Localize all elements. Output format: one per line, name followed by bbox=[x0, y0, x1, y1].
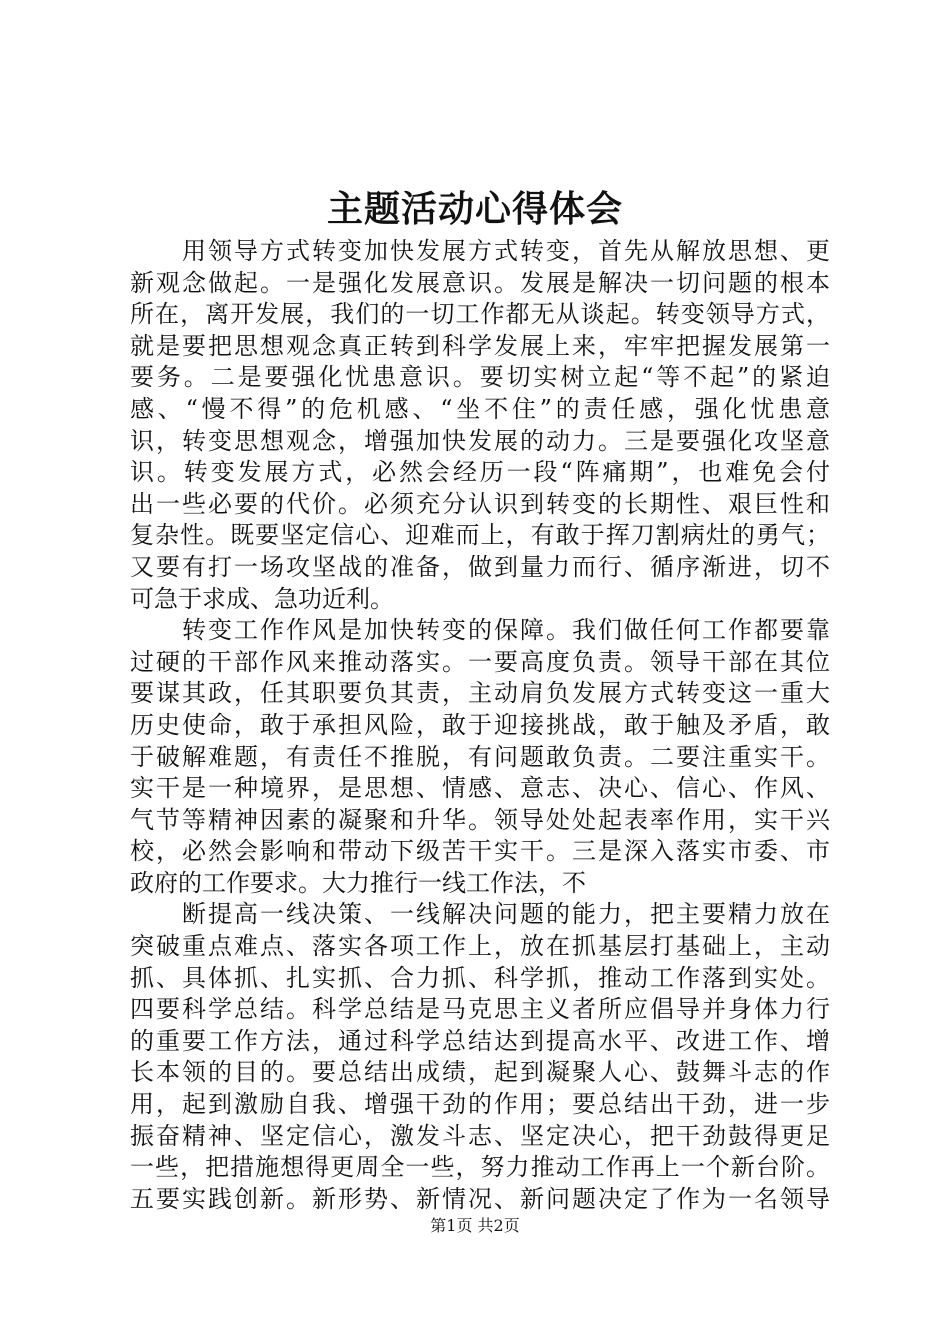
text-line: 振奋精神、坚定信心，激发斗志、坚定决心，把干劲鼓得更足 bbox=[130, 1121, 830, 1150]
text-line: 过硬的干部作风来推动落实。一要高度负责。领导干部在其位 bbox=[130, 647, 830, 676]
text-line: 五要实践创新。新形势、新情况、新问题决定了作为一名领导 bbox=[130, 1184, 830, 1213]
text-line: 的重要工作方法，通过科学总结达到提高水平、改进工作、增 bbox=[130, 1026, 830, 1055]
text-line: 要务。二是要强化忧患意识。要切实树立起“等不起”的紧迫 bbox=[130, 363, 830, 392]
document-title: 主题活动心得体会 bbox=[326, 188, 623, 230]
text-line: 所在，离开发展，我们的一切工作都无从谈起。转变领导方式， bbox=[130, 300, 830, 329]
text-line: 长本领的目的。要总结出成绩，起到凝聚人心、鼓舞斗志的作 bbox=[130, 1058, 830, 1087]
text-line: 校，必然会影响和带动下级苦干实干。三是深入落实市委、市 bbox=[130, 837, 830, 866]
document-body bbox=[130, 236, 830, 1215]
text-line: 转变工作作风是加快转变的保障。我们做任何工作都要靠 bbox=[182, 616, 830, 645]
text-line: 感、“慢不得”的危机感、“坐不住”的责任感，强化忧患意 bbox=[130, 394, 830, 423]
text-line: 新观念做起。一是强化发展意识。发展是解决一切问题的根本 bbox=[130, 268, 830, 297]
page-footer: 第1页 共2页 bbox=[430, 1216, 520, 1235]
text-line: 又要有打一场攻坚战的准备，做到量力而行、循序渐进，切不 bbox=[130, 552, 830, 581]
text-line: 一些，把措施想得更周全一些，努力推动工作再上一个新台阶。 bbox=[130, 1153, 830, 1182]
text-line: 用领导方式转变加快发展方式转变，首先从解放思想、更 bbox=[182, 237, 830, 265]
text-line: 实干是一种境界，是思想、情感、意志、决心、信心、作风、 bbox=[130, 774, 830, 803]
text-line: 用，起到激励自我、增强干劲的作用；要总结出干劲，进一步 bbox=[130, 1090, 830, 1119]
text-line: 断提高一线决策、一线解决问题的能力，把主要精力放在 bbox=[182, 900, 830, 929]
text-line: 出一些必要的代价。必须充分认识到转变的长期性、艰巨性和 bbox=[130, 489, 830, 518]
text-line: 四要科学总结。科学总结是马克思主义者所应倡导并身体力行 bbox=[130, 995, 830, 1024]
text-line: 气节等精神因素的凝聚和升华。领导处处起表率作用，实干兴 bbox=[130, 805, 830, 834]
text-line: 识。转变发展方式，必然会经历一段“阵痛期”，也难免会付 bbox=[130, 458, 830, 487]
text-line: 历史使命，敢于承担风险，敢于迎接挑战，敢于触及矛盾，敢 bbox=[130, 710, 830, 739]
text-line: 可急于求成、急功近利。 bbox=[130, 584, 394, 613]
text-line: 复杂性。既要坚定信心、迎难而上，有敢于挥刀割病灶的勇气； bbox=[130, 521, 830, 550]
text-line: 就是要把思想观念真正转到科学发展上来，牢牢把握发展第一 bbox=[130, 331, 830, 360]
text-line: 突破重点难点、落实各项工作上，放在抓基层打基础上，主动 bbox=[130, 932, 830, 961]
text-line: 识，转变思想观念，增强加快发展的动力。三是要强化攻坚意 bbox=[130, 426, 830, 455]
text-line: 抓、具体抓、扎实抓、合力抓、科学抓，推动工作落到实处。 bbox=[130, 963, 830, 992]
text-line: 要谋其政，任其职要负其责，主动肩负发展方式转变这一重大 bbox=[130, 679, 830, 708]
text-line: 政府的工作要求。大力推行一线工作法，不 bbox=[130, 868, 586, 897]
text-line: 于破解难题，有责任不推脱，有问题敢负责。二要注重实干。 bbox=[130, 742, 830, 771]
